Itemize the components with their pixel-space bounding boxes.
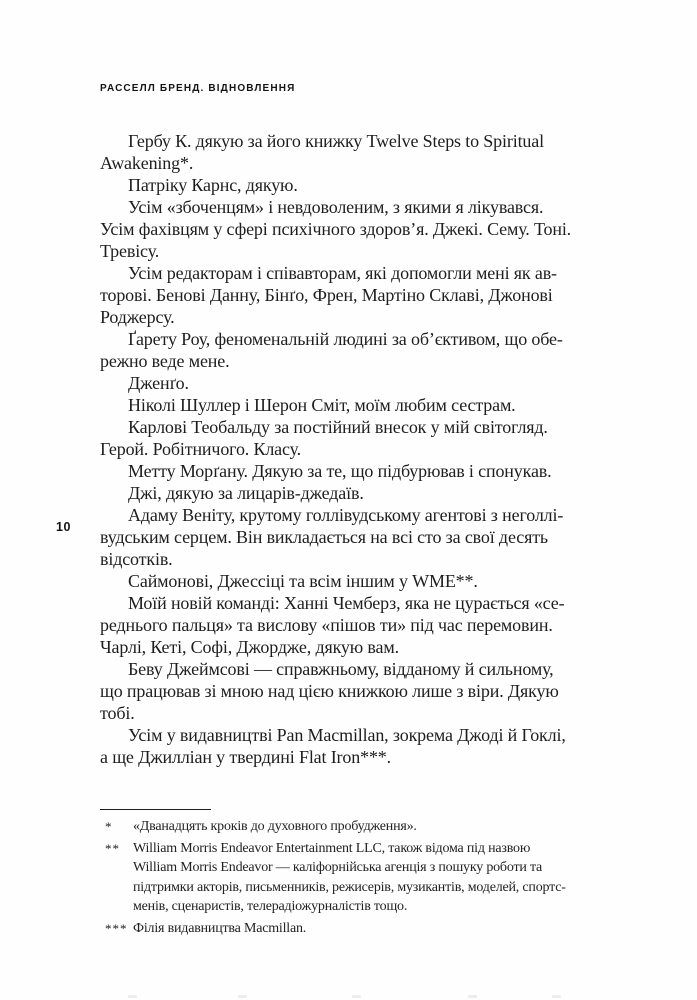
footnote-item: [100, 817, 612, 837]
paragraph: [100, 328, 602, 372]
body-line: Чарлі, Кеті, Софі, Джордже, дякую вам.: [100, 637, 399, 657]
body-line: Дженґо.: [128, 373, 189, 393]
paragraph: [100, 592, 602, 658]
body-line: Карлові Теобальду за постійний внесок у мій світогляд.: [128, 417, 548, 437]
footnote-line: Філія видавництва Macmillan.: [133, 920, 307, 936]
body-line: а ще Джилліан у твердині Flat Iron***.: [100, 747, 392, 767]
page-number: 10: [56, 520, 72, 534]
body-line: режно веде мене.: [100, 351, 230, 371]
footnote-text: [133, 919, 612, 939]
paragraph: [100, 460, 602, 482]
footnote-line: менів, сценаристів, телерадіожурналістів тощо.: [133, 899, 408, 914]
paragraph: [100, 658, 602, 724]
body-line: Саймонові, Джессіці та всім іншим у WME**.: [128, 571, 478, 591]
page-edge-mark: [128, 995, 137, 998]
paragraph: [100, 570, 602, 592]
body-line: Усім у видавництві Pan Macmillan, зокрема Джоді й Гоклі,: [128, 725, 566, 745]
body-text: [100, 130, 602, 768]
footnotes-section: [100, 809, 612, 940]
body-line: Патріку Карнс, дякую.: [128, 175, 298, 195]
body-line: Герой. Робітничого. Класу.: [100, 439, 302, 459]
body-line: Беву Джеймсові — справжньому, відданому й сильному,: [128, 659, 554, 679]
running-header: РАССЕЛЛ БРЕНД. ВІДНОВЛЕННЯ: [100, 83, 296, 94]
paragraph: [100, 130, 602, 174]
footnote-marker: *: [105, 819, 113, 834]
footnote-item: [100, 919, 612, 939]
body-line: Метту Морґану. Дякую за те, що підбурював і спонукав.: [128, 461, 552, 481]
page-edge-mark: [468, 995, 477, 998]
paragraph: [100, 724, 602, 768]
body-line: відсотків.: [100, 549, 173, 569]
body-line: Ґарету Роу, феноменальній людині за об’єктивом, що обе-: [128, 329, 563, 349]
body-line: Роджерсу.: [100, 307, 175, 327]
paragraph: [100, 394, 602, 416]
footnote-text: [133, 839, 612, 917]
next-page-edge: [0, 994, 697, 1000]
body-line: Усім редакторам і співавторам, які допомогли мені як ав-: [128, 263, 557, 283]
footnote-line: «Дванадцять кроків до духовного пробудження».: [133, 819, 417, 834]
footnote-line: William Morris Endeavor Entertainment LLC, також відома під назвою: [133, 840, 531, 856]
footnote-list: [100, 817, 612, 938]
paragraph: [100, 504, 602, 570]
body-line: Джі, дякую за лицарів-джедаїв.: [128, 483, 364, 503]
footnote-separator: [100, 809, 211, 810]
page-edge-mark: [352, 995, 361, 998]
footnote-item: [100, 839, 612, 917]
paragraph: [100, 196, 602, 262]
footnote-marker: ***: [105, 920, 128, 936]
body-line: Усім фахівцям у сфері психічного здоров’я. Джекі. Сему. Тоні.: [100, 219, 572, 239]
body-line: що працював зі мною над цією книжкою лише з віри. Дякую: [100, 681, 559, 701]
paragraph: [100, 416, 602, 460]
page-edge-mark: [238, 995, 247, 998]
page-edge-mark: [552, 995, 561, 998]
footnote-marker: **: [105, 840, 120, 856]
footnote-line: підтримки акторів, письменників, режисерів, музикантів, моделей, спортс-: [133, 879, 566, 895]
paragraph: [100, 372, 602, 394]
body-line: реднього пальця» та вислову «пішов ти» під час перемовин.: [100, 615, 553, 635]
body-line: вудським серцем. Він викладається на всі сто за свої десять: [100, 527, 548, 547]
body-line: тобі.: [100, 703, 135, 723]
paragraph: [100, 482, 602, 504]
body-line: Моїй новій команді: Ханні Чемберз, яка не цурається «се-: [128, 593, 565, 613]
footnote-line: William Morris Endeavor — каліфорнійська агенція з пошуку роботи та: [133, 860, 543, 875]
paragraph: [100, 174, 602, 196]
body-line: Гербу К. дякую за його книжку Twelve Steps to Spiritual: [128, 131, 544, 151]
footnote-text: [133, 817, 612, 837]
body-line: Awakening*.: [100, 153, 194, 173]
body-line: Тревісу.: [100, 241, 160, 261]
body-line: торові. Бенові Данну, Бінґо, Френ, Мартіно Склаві, Джонові: [100, 285, 553, 305]
body-line: Усім «збоченцям» і невдоволеним, з якими я лікувався.: [128, 197, 544, 217]
paragraph: [100, 262, 602, 328]
body-line: Адаму Веніту, крутому голлівудському агентові з неголлі-: [128, 505, 564, 525]
body-line: Ніколі Шуллер і Шерон Сміт, моїм любим сестрам.: [128, 395, 516, 415]
